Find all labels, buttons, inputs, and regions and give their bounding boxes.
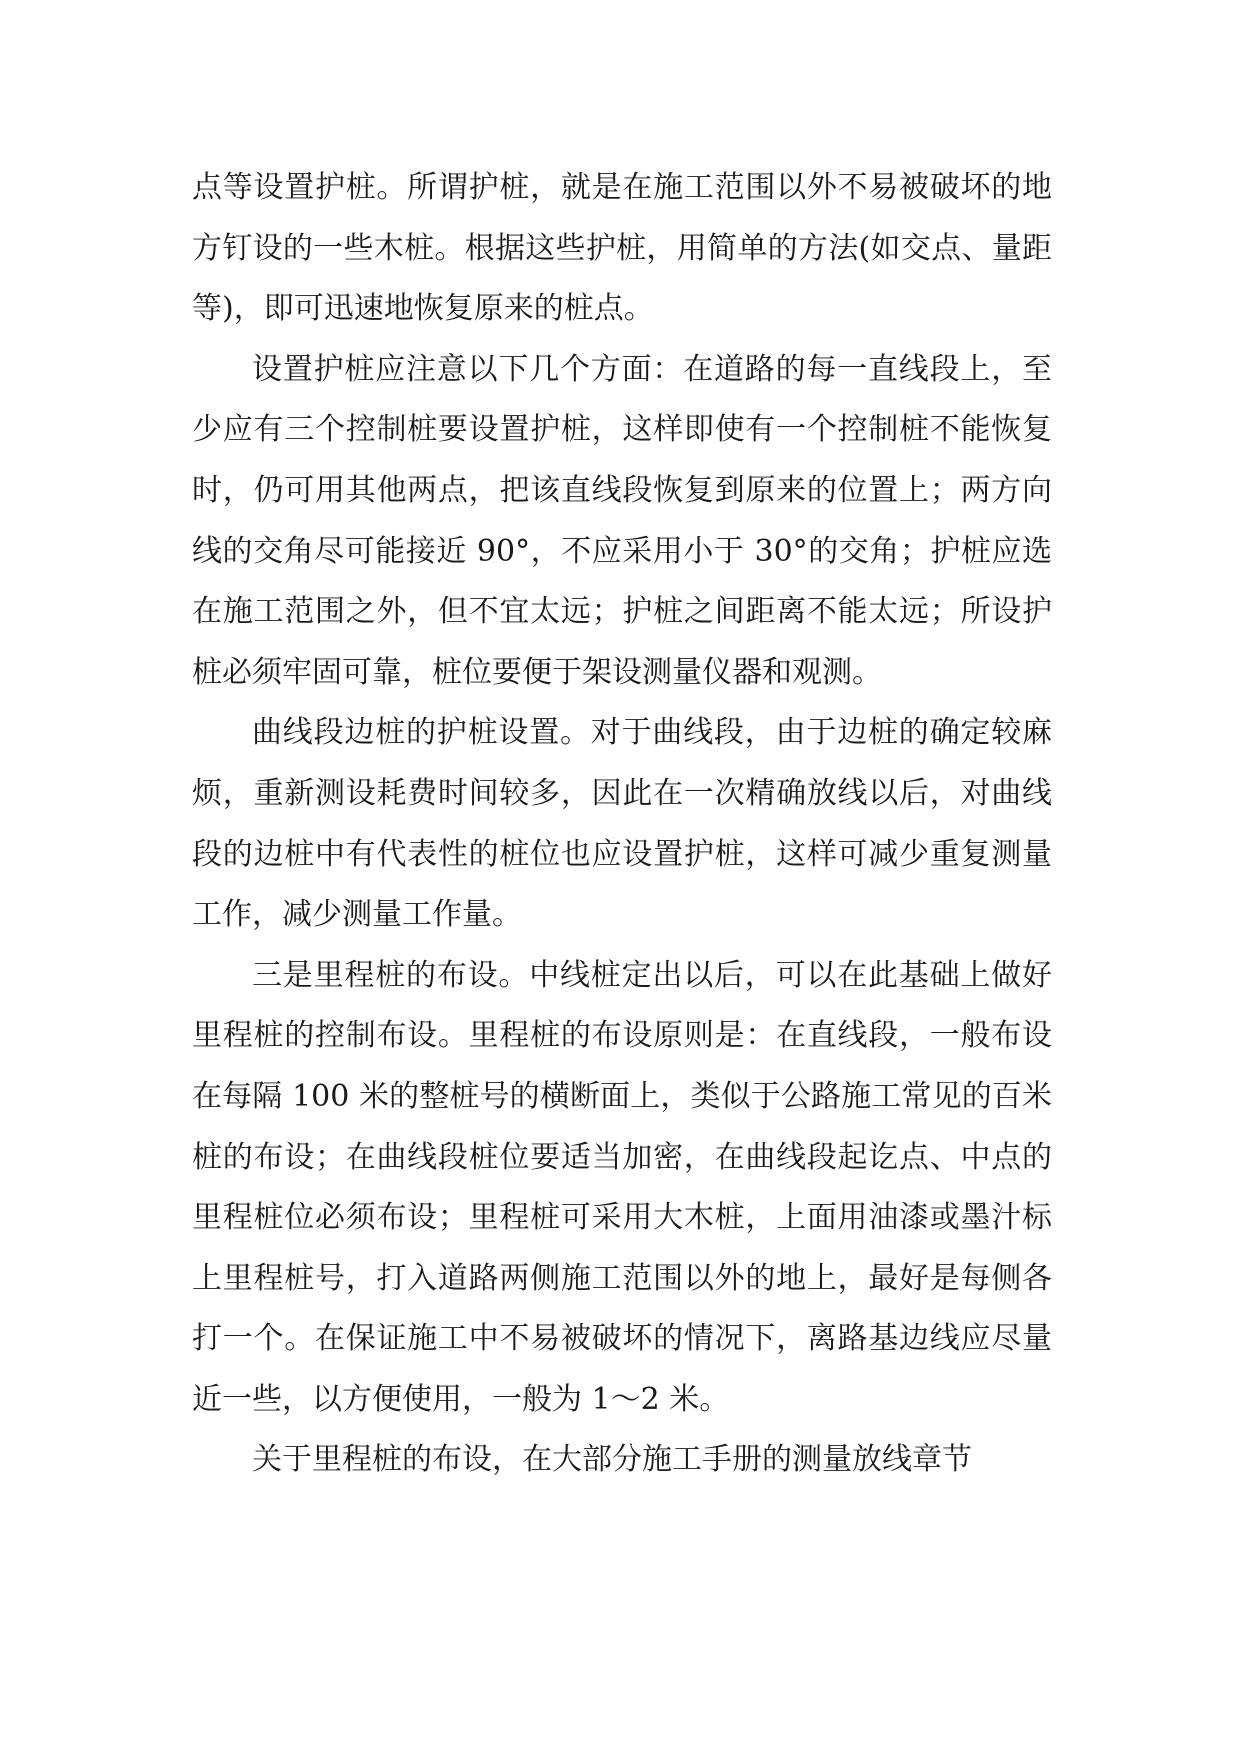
paragraph-4: 三是里程桩的布设。中线桩定出以后，可以在此基础上做好里程桩的控制布设。里程桩的布设原则是：在直线段，一般布设在每隔 100 米的整桩号的横断面上，类似于公路施工常见的百米桩的布设；在曲线段桩位要适当加密，在曲线段起讫点、中点的里程桩位必须布设；里程桩可采用大木桩，上面用油漆或墨汁标上里程桩号，打入道路两侧施工范围以外的地上，最好是每侧各打一个。在保证施工中不易被破坏的情况下，离路基边线应尽量近一些，以方便使用，一般为 1～2 米。 — [192, 957, 1052, 1417]
paragraph-1: 点等设置护桩。所谓护桩，就是在施工范围以外不易被破坏的地方钉设的一些木桩。根据这些护桩，用简单的方法(如交点、量距等)，即可迅速地恢复原来的桩点。 — [192, 170, 1052, 327]
paragraph-2: 设置护桩应注意以下几个方面：在道路的每一直线段上，至少应有三个控制桩要设置护桩，这样即使有一个控制桩不能恢复时，仍可用其他两点，把该直线段恢复到原来的位置上；两方向线的交角尽可能接近 90°，不应采用小于 30°的交角；护桩应选在施工范围之外，但不宜太远；护桩之间距离不能太远；所设护桩必须牢固可靠，桩位要便于架设测量仪器和观测。 — [192, 351, 1052, 690]
paragraph-5: 关于里程桩的布设，在大部分施工手册的测量放线章节 — [252, 1442, 972, 1478]
document-body — [192, 158, 1052, 1491]
paragraph-3: 曲线段边桩的护桩设置。对于曲线段，由于边桩的确定较麻烦，重新测设耗费时间较多，因此在一次精确放线以后，对曲线段的边桩中有代表性的桩位也应设置护桩，这样可减少重复测量工作，减少测量工作量。 — [192, 715, 1052, 933]
